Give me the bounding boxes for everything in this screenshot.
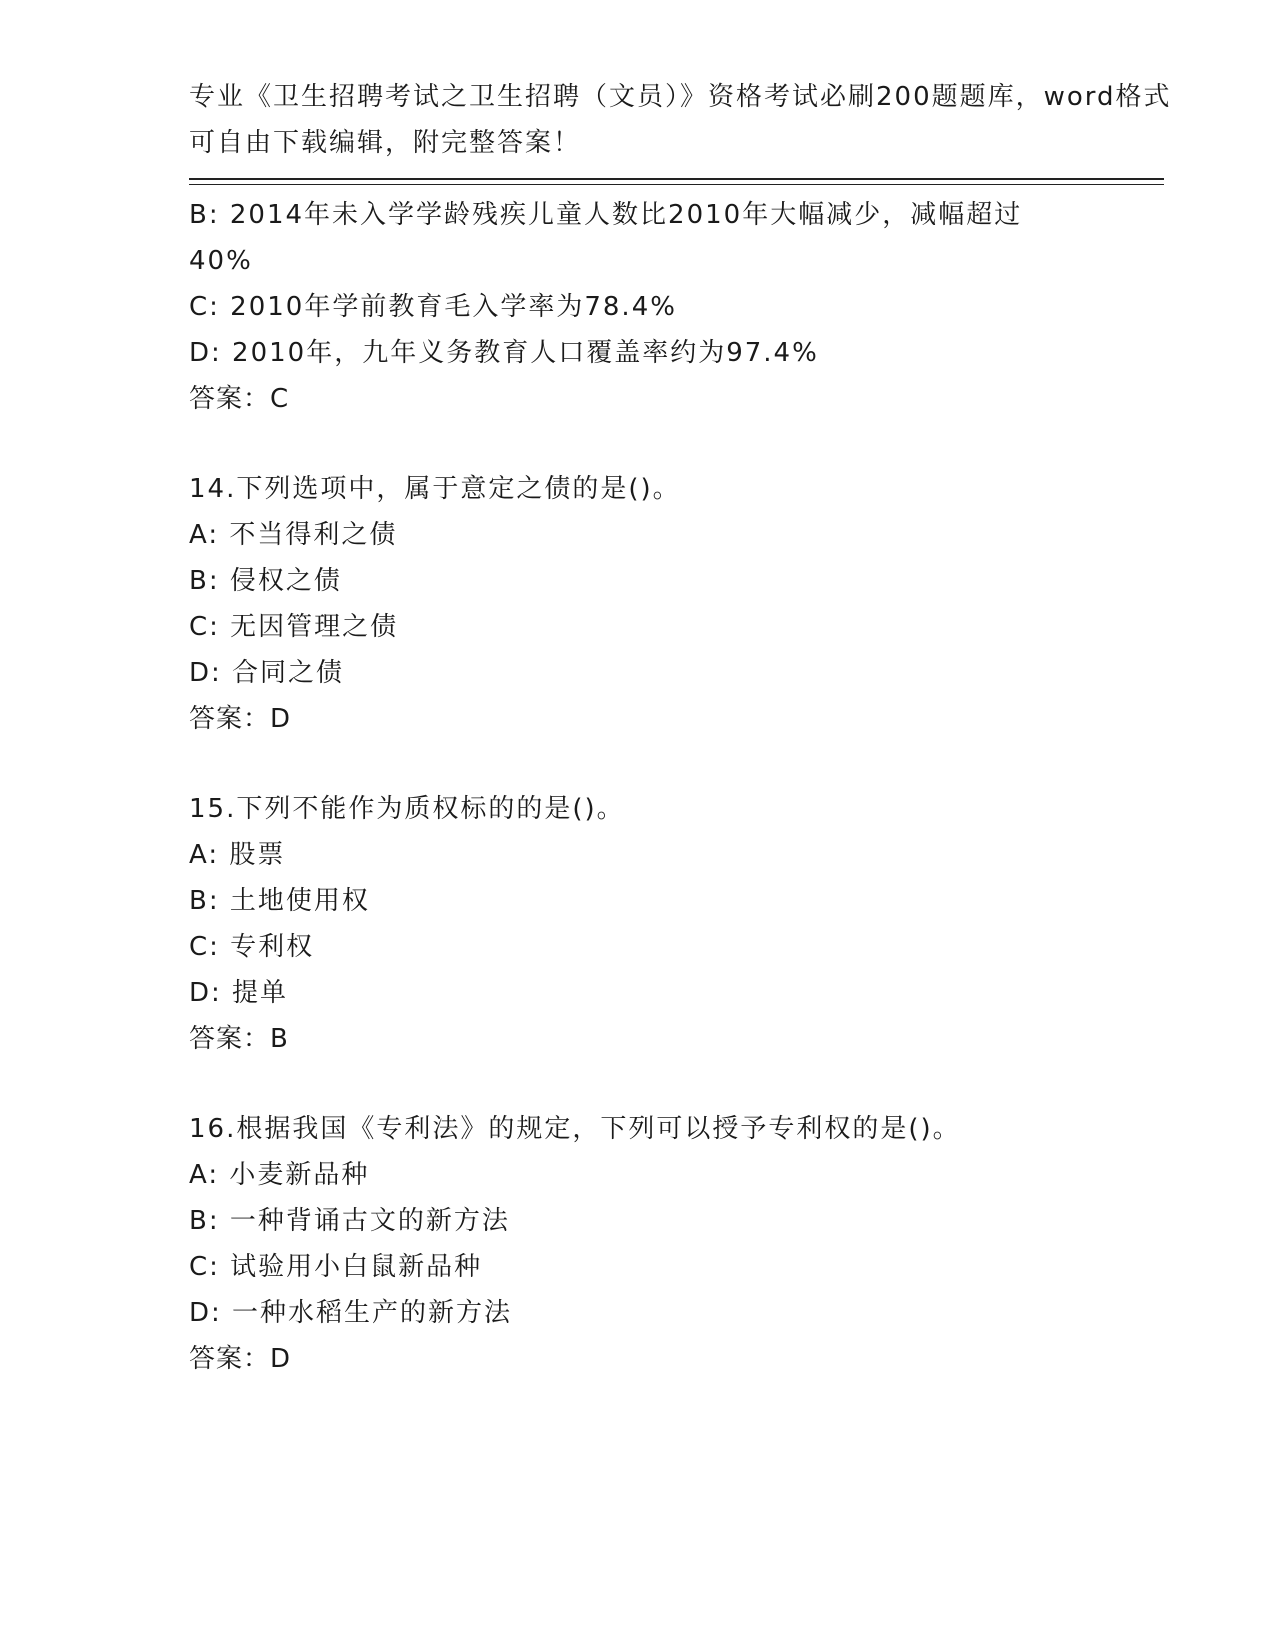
option-b-continued: 40% xyxy=(189,246,253,276)
option-b: B: 侵权之债 xyxy=(189,566,342,596)
option-d: D: 提单 xyxy=(189,978,289,1008)
answer-line: 答案：B xyxy=(189,1024,289,1054)
answer-line: 答案：C xyxy=(189,384,290,414)
option-b: B: 2014年未入学学龄残疾儿童人数比2010年大幅减少，减幅超过 xyxy=(189,200,1023,230)
answer-line: 答案：D xyxy=(189,704,292,734)
question-13-continued xyxy=(189,192,1169,422)
question-16 xyxy=(189,1106,1169,1382)
question-stem: 15.下列不能作为质权标的的是()。 xyxy=(189,794,625,824)
spacer xyxy=(189,422,1169,466)
answer-line: 答案：D xyxy=(189,1344,292,1374)
header-line-2: 可自由下载编辑，附完整答案！ xyxy=(189,128,582,158)
option-c: C: 无因管理之债 xyxy=(189,612,399,642)
option-b: B: 土地使用权 xyxy=(189,886,370,916)
option-d: D: 合同之债 xyxy=(189,658,345,688)
option-c: C: 专利权 xyxy=(189,932,315,962)
option-c: C: 2010年学前教育毛入学率为78.4% xyxy=(189,292,677,322)
question-stem: 14.下列选项中，属于意定之债的是()。 xyxy=(189,474,681,504)
header-line-1: 专业《卫生招聘考试之卫生招聘（文员）》资格考试必刷200题题库，word格式 xyxy=(189,82,1172,112)
option-d: D: 2010年，九年义务教育人口覆盖率约为97.4% xyxy=(189,338,819,368)
option-a: A: 小麦新品种 xyxy=(189,1160,370,1190)
header-divider-thick xyxy=(189,178,1164,180)
spacer xyxy=(189,1062,1169,1106)
header-divider-thin xyxy=(189,184,1164,185)
option-b: B: 一种背诵古文的新方法 xyxy=(189,1206,510,1236)
option-a: A: 不当得利之债 xyxy=(189,520,398,550)
option-c: C: 试验用小白鼠新品种 xyxy=(189,1252,483,1282)
spacer xyxy=(189,742,1169,786)
document-body xyxy=(189,192,1169,1382)
question-14 xyxy=(189,466,1169,742)
document-header xyxy=(189,74,1172,166)
question-stem: 16.根据我国《专利法》的规定，下列可以授予专利权的是()。 xyxy=(189,1114,961,1144)
question-15 xyxy=(189,786,1169,1062)
option-d: D: 一种水稻生产的新方法 xyxy=(189,1298,513,1328)
option-a: A: 股票 xyxy=(189,840,286,870)
